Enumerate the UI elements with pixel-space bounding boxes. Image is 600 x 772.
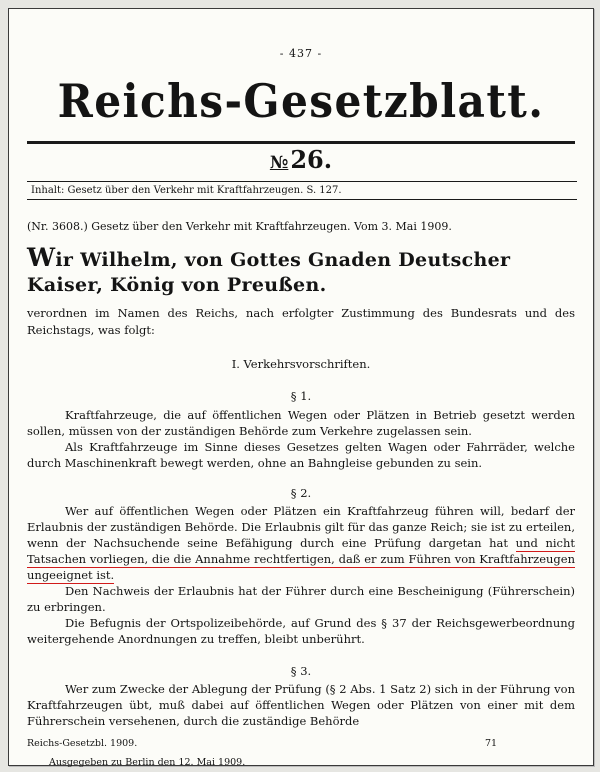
law-title-line: (Nr. 3608.) Gesetz über den Verkehr mit Kraftfahrzeugen. Vom 3. Mai 1909.	[27, 220, 452, 233]
page-number: - 437 -	[279, 47, 323, 60]
footer-issued-line: Ausgegeben zu Berlin den 12. Mai 1909.	[49, 757, 246, 768]
contents-line: Inhalt: Gesetz über den Verkehr mit Kraftfahrzeugen. S. 127.	[27, 181, 577, 200]
heading-text: ir Wilhelm, von Gottes Gnaden Deutscher Kaiser, König von Preußen.	[27, 249, 511, 296]
preamble: verordnen im Namen des Reichs, nach erfolgter Zustimmung des Bundesrats und des Reichstags, was folgt:	[27, 306, 575, 337]
section-title: I. Verkehrsvorschriften.	[231, 357, 371, 371]
footer-gazette-year: Reichs-Gesetzbl. 1909.	[27, 738, 138, 749]
highlighted-clause: und nicht Tatsachen vorliegen, die die Annahme rechtfertigen, daß er zum Führen von Kraftfahrzeugen ungeeignet ist.	[27, 536, 576, 582]
paragraph-3	[27, 681, 575, 729]
paragraph-2-sentence-b: Den Nachweis der Erlaubnis hat der Führer durch eine Bescheinigung (Führerschein) zu erbringen.	[27, 584, 575, 614]
top-rule	[27, 141, 575, 144]
footer-sheet-number: 71	[485, 738, 498, 749]
paragraph-2-sentence-a	[27, 503, 575, 583]
paragraph-1	[27, 407, 575, 471]
paragraph-1-sentence-a: Kraftfahrzeuge, die auf öffentlichen Wegen oder Plätzen in Betrieb gesetzt werden sollen, müssen von der zuständigen Behörde zum Verkehre zugelassen sein.	[27, 408, 575, 438]
paragraph-2	[27, 503, 575, 647]
proclamation-heading	[27, 245, 575, 298]
paragraph-3-sentence-a: Wer zum Zwecke der Ablegung der Prüfung (§ 2 Abs. 1 Satz 2) sich in der Führung von Kraftfahrzeugen übt, muß dabei auf öffentlichen Wegen oder Plätzen von einer mit dem Führerschein versehenen, durch die zuständige Behörde	[27, 682, 575, 728]
paragraph-2-text-start: Wer auf öffentlichen Wegen oder Plätzen ein Kraftfahrzeug führen will, bedarf der Erlaubnis der zuständigen Behörde. Die Erlaubnis gilt für das ganze Reich; sie ist zu erteilen, wenn der Nachsuchende seine Befähigung durch eine Prüfung dargetan hat	[27, 504, 575, 550]
paragraph-2-sentence-c: Die Befugnis der Ortspolizeibehörde, auf Grund des § 37 der Reichsgewerbeordnung weitergehende Anordnungen zu treffen, bleibt unberührt.	[27, 616, 575, 646]
issue-number	[9, 145, 593, 178]
paragraph-1-number: § 1.	[290, 389, 312, 403]
paragraph-3-number: § 3.	[290, 664, 312, 678]
heading-initial: W	[27, 243, 56, 272]
issue-prefix: №	[269, 153, 289, 173]
issue-number-value: 26.	[290, 145, 333, 174]
masthead-title: Reichs-Gesetzblatt.	[57, 74, 545, 128]
paragraph-1-sentence-b: Als Kraftfahrzeuge im Sinne dieses Gesetzes gelten Wagen oder Fahrräder, welche durch Maschinenkraft bewegt werden, ohne an Bahngleise gebunden zu sein.	[27, 440, 575, 470]
paragraph-2-number: § 2.	[290, 486, 312, 500]
document-page	[8, 8, 594, 766]
